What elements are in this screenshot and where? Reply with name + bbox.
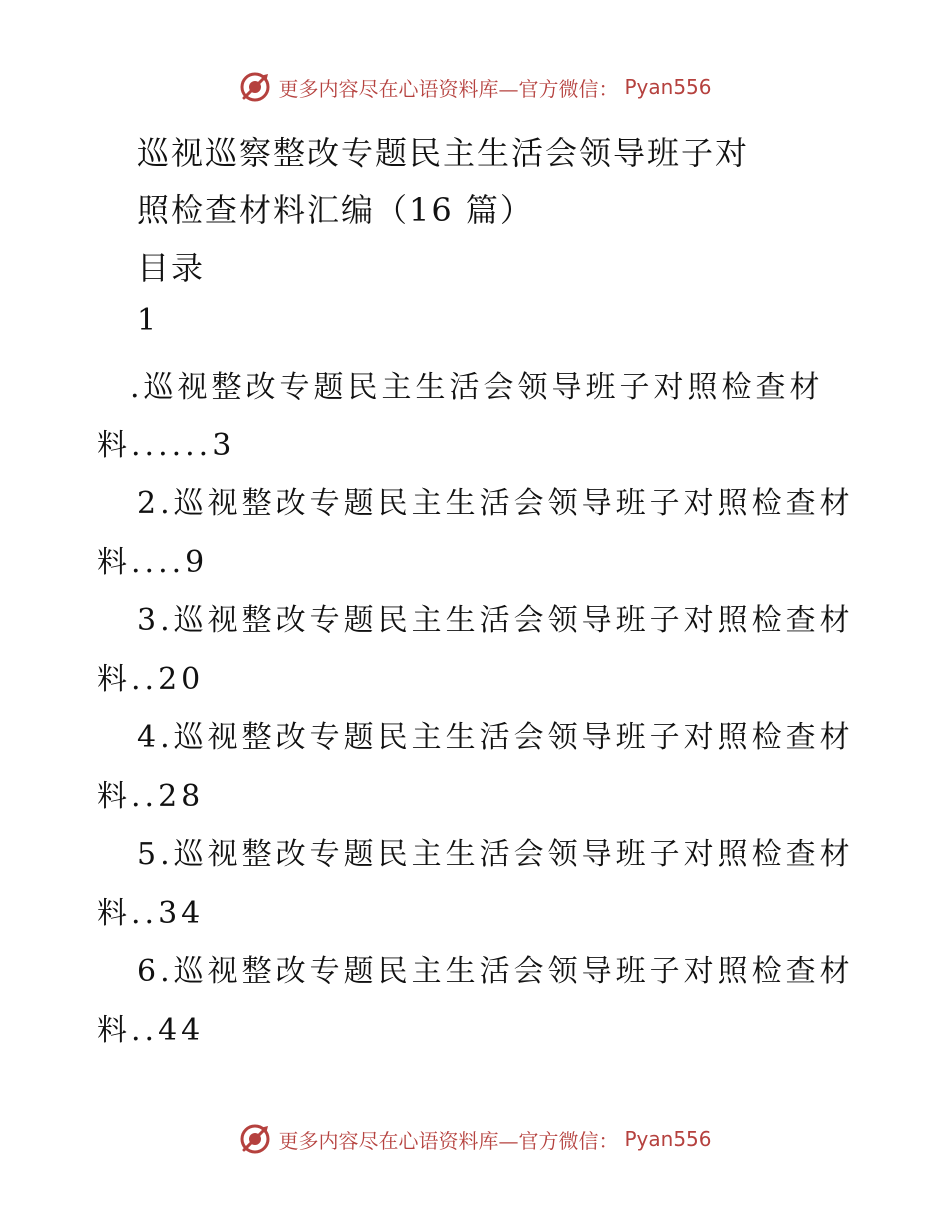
document-title-line-2: 照检查材料汇编（16 篇） — [137, 191, 534, 229]
document-title-line-1: 巡视巡察整改专题民主生活会领导班子对 — [137, 134, 750, 172]
watermark-text: 更多内容尽在心语资料库—官方微信： — [278, 76, 619, 101]
logo-icon — [238, 70, 272, 104]
toc-item-2-line-1: 2.巡视整改专题民主生活会领导班子对照检查材 — [137, 486, 854, 521]
toc-item-1-line-2: 料......3 — [97, 428, 236, 463]
toc-item-2-line-2: 料....9 — [97, 545, 209, 580]
toc-heading: 目录 — [137, 249, 206, 287]
toc-item-5-line-1: 5.巡视整改专题民主生活会领导班子对照检查材 — [137, 837, 854, 872]
watermark-text: 更多内容尽在心语资料库—官方微信： — [278, 1128, 619, 1153]
toc-item-5-line-2: 料..34 — [97, 896, 205, 931]
watermark-wechat-id: Pyan556 — [624, 75, 712, 99]
toc-item-3-line-1: 3.巡视整改专题民主生活会领导班子对照检查材 — [137, 603, 854, 638]
logo-icon — [238, 1122, 272, 1156]
watermark-wechat-id: Pyan556 — [624, 1127, 712, 1151]
toc-number-1: 1 — [137, 303, 161, 338]
toc-item-4-line-1: 4.巡视整改专题民主生活会领导班子对照检查材 — [137, 720, 854, 755]
toc-item-1-line-1: .巡视整改专题民主生活会领导班子对照检查材 — [130, 370, 824, 405]
toc-item-6-line-1: 6.巡视整改专题民主生活会领导班子对照检查材 — [137, 954, 854, 989]
toc-item-4-line-2: 料..28 — [97, 779, 205, 814]
header-watermark — [0, 70, 950, 104]
footer-watermark — [0, 1122, 950, 1156]
toc-item-6-line-2: 料..44 — [97, 1013, 205, 1048]
toc-item-3-line-2: 料..20 — [97, 662, 205, 697]
